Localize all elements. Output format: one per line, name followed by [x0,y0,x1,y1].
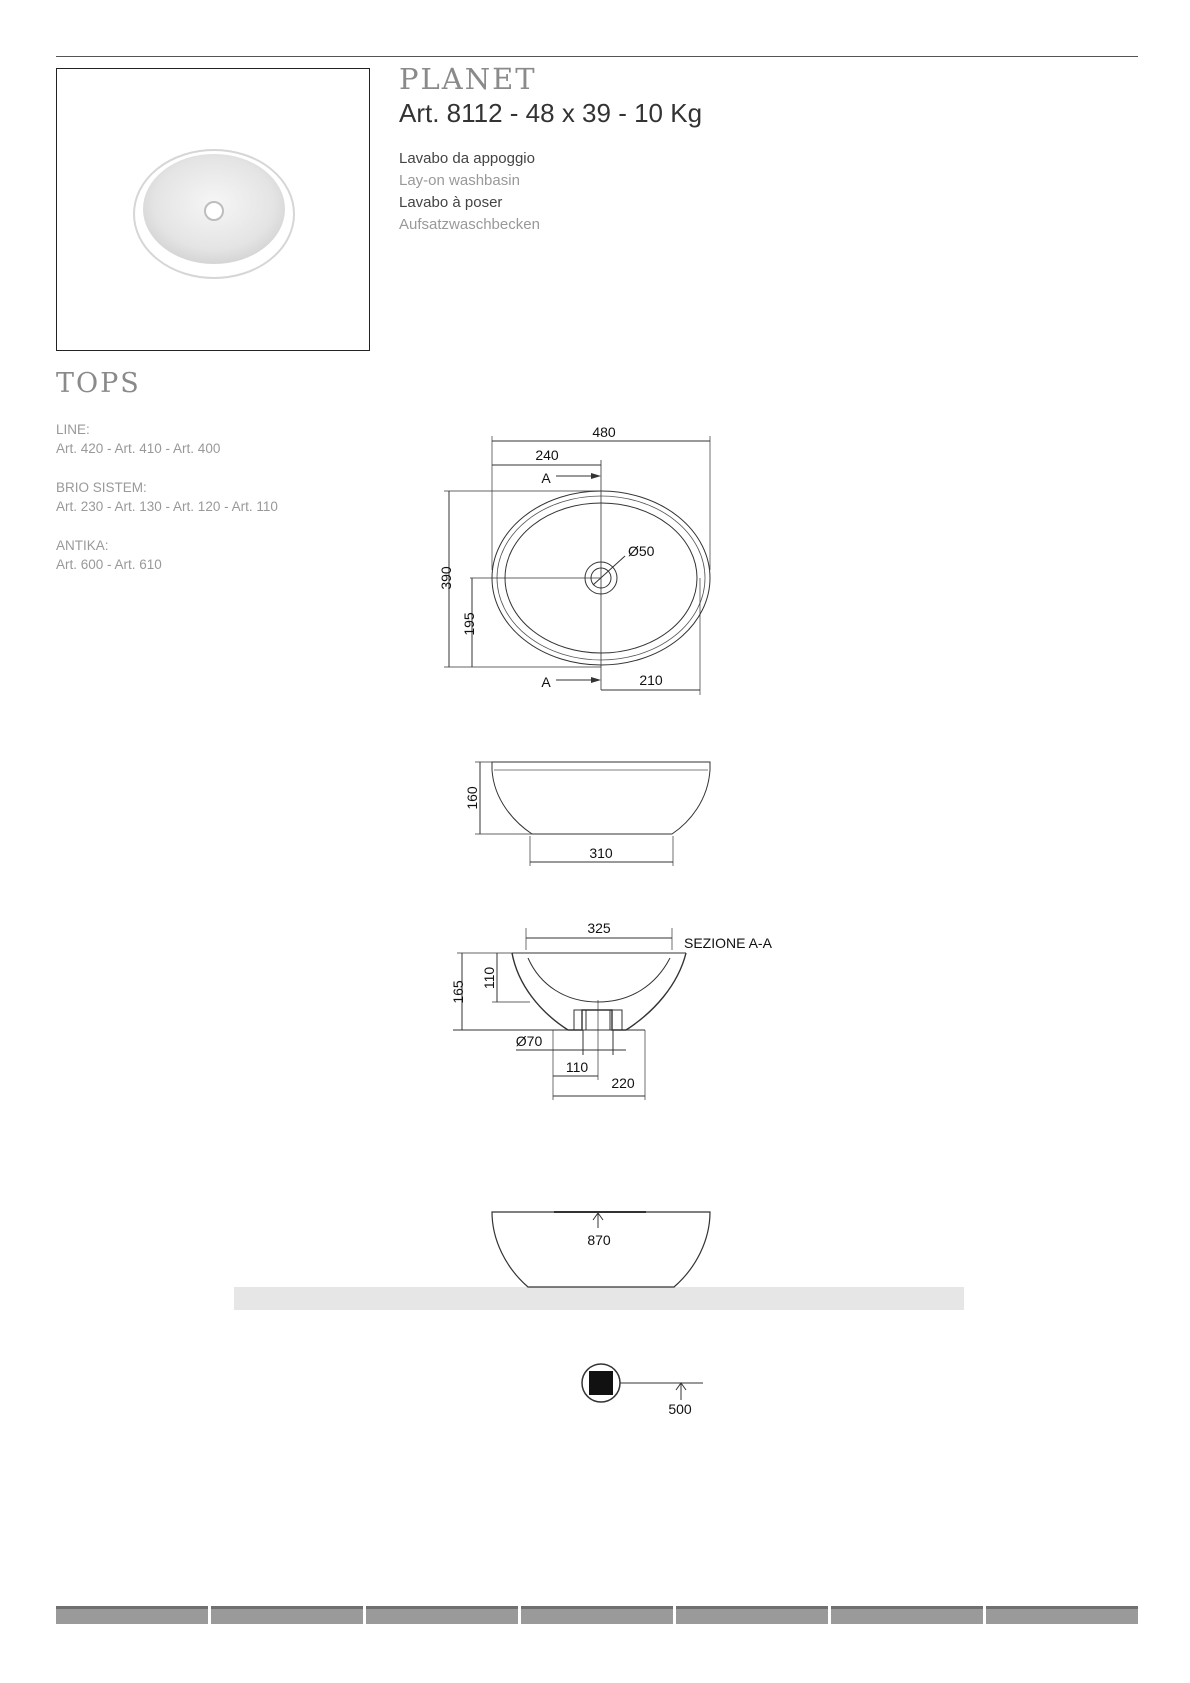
dim-870: 870 [587,1232,611,1248]
section-marker-top: A [541,470,551,486]
tops-group-items: Art. 420 - Art. 410 - Art. 400 [56,441,221,456]
outlet-view [582,1364,703,1402]
description-de: Aufsatzwaschbecken [399,216,540,233]
dim-160: 160 [464,786,480,810]
footer-segment [521,1606,673,1624]
dim-240: 240 [535,447,559,463]
dim-210: 210 [639,672,663,688]
dim-220: 220 [611,1075,635,1091]
mounting-view [234,1212,964,1310]
plan-view [444,436,710,695]
footer-segment [56,1606,208,1624]
dim-hole-diameter: Ø50 [628,543,655,559]
section-title: SEZIONE A-A [684,935,772,951]
description-fr: Lavabo à poser [399,194,503,211]
dim-195: 195 [461,612,477,636]
dim-110-horizontal: 110 [565,1059,589,1075]
footer-segment [831,1606,983,1624]
tops-group-items: Art. 600 - Art. 610 [56,557,162,572]
tops-group-items: Art. 230 - Art. 130 - Art. 120 - Art. 110 [56,499,278,514]
tops-group-label: LINE: [56,422,90,437]
dim-drain-diameter: Ø70 [515,1033,543,1049]
dim-480: 480 [592,424,616,440]
dim-310: 310 [589,845,613,861]
tops-group-label: BRIO SISTEM: [56,480,147,495]
footer-segment [676,1606,828,1624]
footer-segment [986,1606,1138,1624]
dim-390: 390 [438,566,454,590]
product-code: Art. 8112 - 48 x 39 - 10 Kg [399,98,703,128]
tops-group-label: ANTIKA: [56,538,109,553]
footer-segment [211,1606,363,1624]
product-name: PLANET [399,62,537,96]
dim-325: 325 [587,920,611,936]
dim-500: 500 [668,1401,692,1417]
description-it: Lavabo da appoggio [399,150,535,167]
tops-title: TOPS [56,368,141,399]
dim-110-vertical: 110 [481,966,497,990]
section-marker-bottom: A [541,674,551,690]
footer-bar [56,1606,1138,1624]
counter-top [234,1287,964,1310]
footer-segment [366,1606,518,1624]
description-en: Lay-on washbasin [399,172,520,189]
dim-165: 165 [450,980,466,1004]
